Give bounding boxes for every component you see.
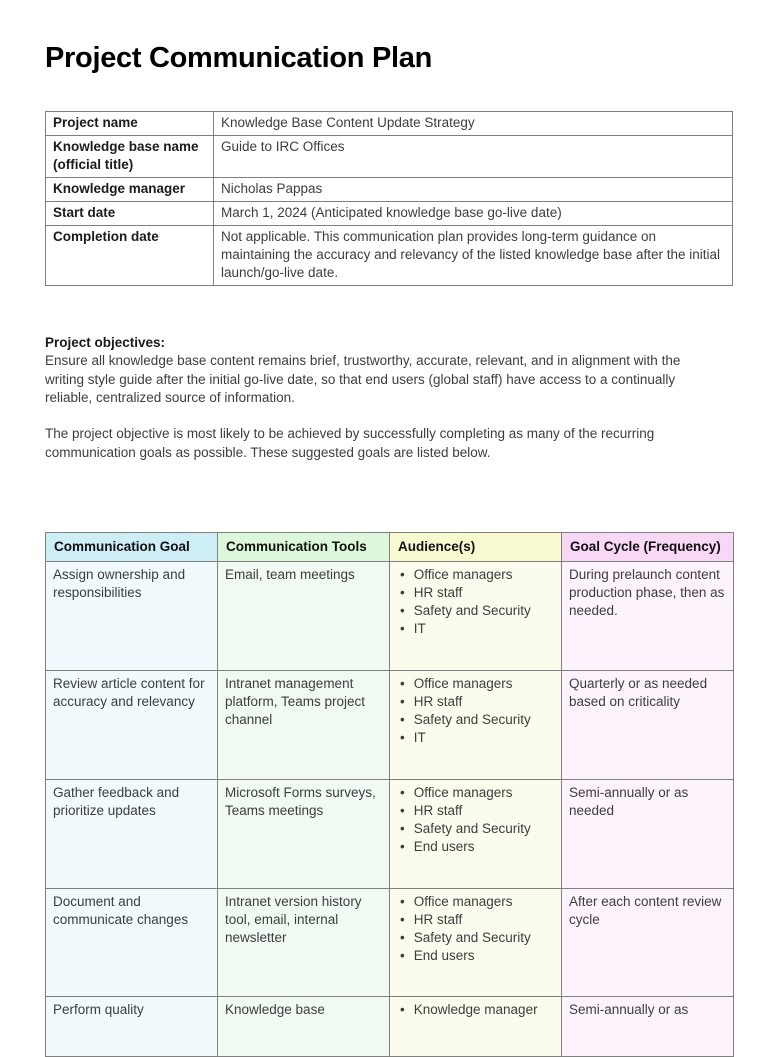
column-header-communication-goal: Communication Goal	[46, 533, 218, 562]
page-title: Project Communication Plan	[45, 42, 432, 74]
communication-goals-table	[45, 532, 734, 1057]
audience-item: • HR staff	[397, 802, 553, 820]
column-header-communication-tools: Communication Tools	[218, 533, 390, 562]
audience-item: • Office managers	[397, 675, 553, 693]
audience-cell	[390, 997, 562, 1057]
goal-cell: Gather feedback and prioritize updates	[46, 780, 218, 889]
tools-cell: Intranet management platform, Teams project channel	[218, 671, 390, 780]
details-value: March 1, 2024 (Anticipated knowledge base go-live date)	[214, 202, 733, 226]
table-row	[46, 780, 734, 889]
table-row	[46, 226, 733, 286]
audience-item: • HR staff	[397, 911, 553, 929]
audience-item: • Office managers	[397, 893, 553, 911]
cycle-cell: Quarterly or as needed based on criticality	[562, 671, 734, 780]
details-label: Completion date	[46, 226, 214, 286]
table-header-row	[46, 533, 734, 562]
tools-cell: Intranet version history tool, email, internal newsletter	[218, 889, 390, 997]
audience-item: • IT	[397, 620, 553, 638]
audience-item: • Safety and Security	[397, 602, 553, 620]
objectives-heading: Project objectives:	[45, 334, 166, 350]
goal-cell: Document and communicate changes	[46, 889, 218, 997]
cycle-cell: During prelaunch content production phase, then as needed.	[562, 562, 734, 671]
audience-item: • Knowledge manager	[397, 1001, 553, 1019]
audience-item: • Office managers	[397, 784, 553, 802]
cycle-cell: Semi-annually or as needed	[562, 780, 734, 889]
audience-item: • Safety and Security	[397, 929, 553, 947]
project-details-table	[45, 111, 733, 286]
table-row	[46, 889, 734, 997]
audience-list	[397, 675, 553, 747]
audience-item: • Office managers	[397, 566, 553, 584]
audience-list	[397, 566, 553, 638]
audience-list	[397, 893, 553, 965]
goal-cell: Review article content for accuracy and relevancy	[46, 671, 218, 780]
audience-list	[397, 784, 553, 856]
cycle-cell: Semi-annually or as	[562, 997, 734, 1057]
audience-item: • End users	[397, 947, 553, 965]
details-value: Knowledge Base Content Update Strategy	[214, 112, 733, 136]
audience-item: • HR staff	[397, 584, 553, 602]
table-row	[46, 112, 733, 136]
column-header-audiences: Audience(s)	[390, 533, 562, 562]
audience-item: • End users	[397, 838, 553, 856]
audience-cell	[390, 671, 562, 780]
audience-cell	[390, 780, 562, 889]
table-row	[46, 136, 733, 178]
audience-item: • IT	[397, 729, 553, 747]
details-value: Guide to IRC Offices	[214, 136, 733, 178]
details-label: Knowledge base name (official title)	[46, 136, 214, 178]
table-row	[46, 562, 734, 671]
audience-item: • HR staff	[397, 693, 553, 711]
column-header-goal-cycle: Goal Cycle (Frequency)	[562, 533, 734, 562]
table-row	[46, 671, 734, 780]
tools-cell: Microsoft Forms surveys, Teams meetings	[218, 780, 390, 889]
cycle-cell: After each content review cycle	[562, 889, 734, 997]
details-value: Nicholas Pappas	[214, 178, 733, 202]
table-row	[46, 178, 733, 202]
audience-cell	[390, 889, 562, 997]
goal-cell: Assign ownership and responsibilities	[46, 562, 218, 671]
objectives-paragraph: The project objective is most likely to be achieved by successfully completing as many of the recurring communication goals as possible. These suggested goals are listed below.	[45, 426, 655, 460]
tools-cell: Email, team meetings	[218, 562, 390, 671]
project-objectives-section	[45, 334, 723, 462]
table-row	[46, 202, 733, 226]
details-label: Project name	[46, 112, 214, 136]
details-value: Not applicable. This communication plan provides long-term guidance on maintaining the accuracy and relevancy of the listed knowledge base after the initial launch/go-live date.	[214, 226, 733, 286]
details-label: Start date	[46, 202, 214, 226]
audience-cell	[390, 562, 562, 671]
table-row	[46, 997, 734, 1057]
objectives-paragraph: Ensure all knowledge base content remains brief, trustworthy, accurate, relevant, and in alignment with the writing style guide after the initial go-live date, so that end users (global staff) have access to a continually reliable, centralized source of information.	[45, 353, 681, 406]
tools-cell: Knowledge base	[218, 997, 390, 1057]
audience-list	[397, 1001, 553, 1019]
details-label: Knowledge manager	[46, 178, 214, 202]
goal-cell: Perform quality	[46, 997, 218, 1057]
audience-item: • Safety and Security	[397, 820, 553, 838]
audience-item: • Safety and Security	[397, 711, 553, 729]
